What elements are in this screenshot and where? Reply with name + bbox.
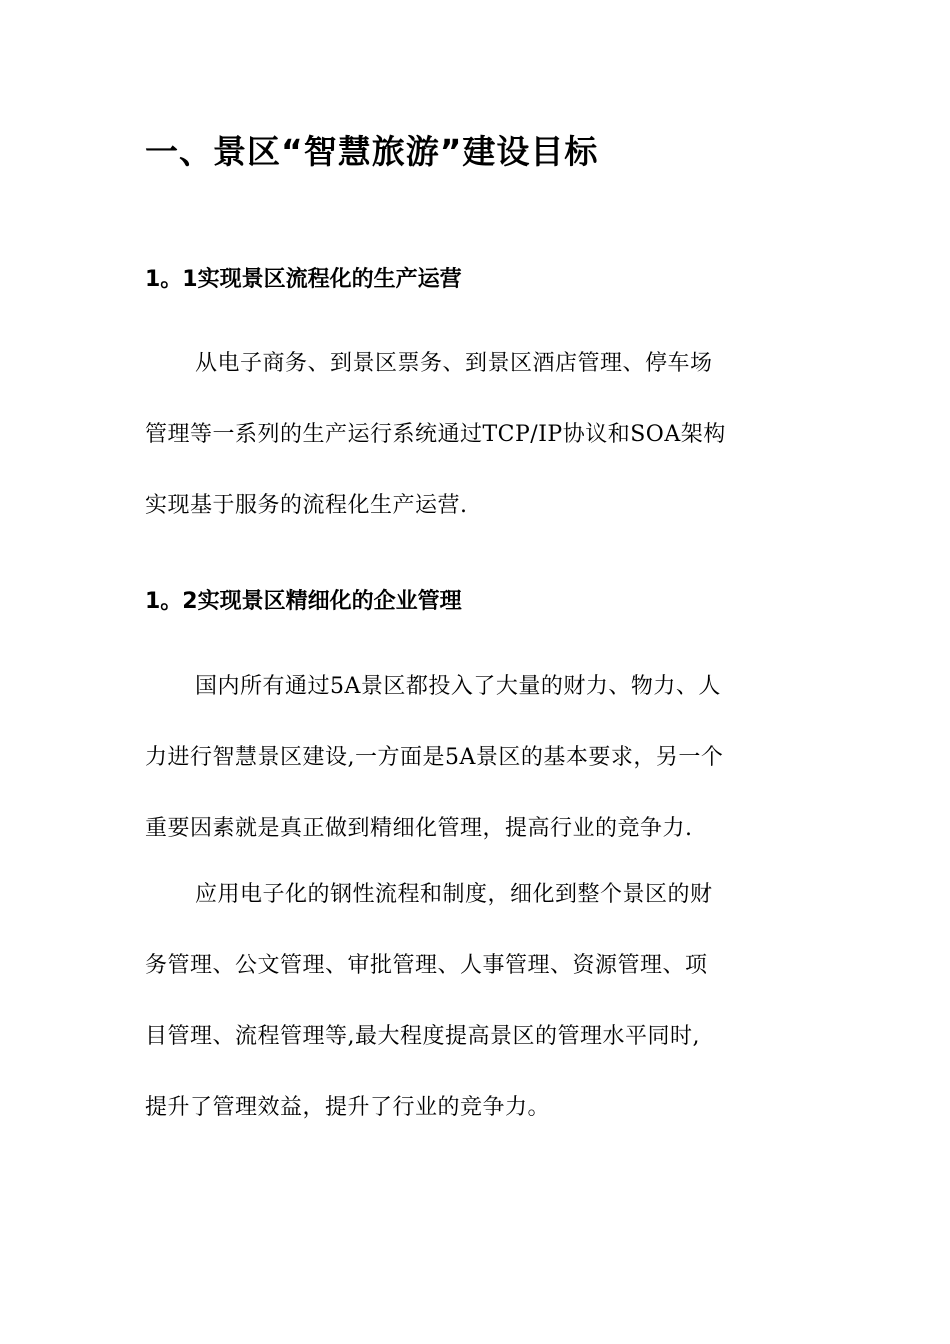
section-1-2-paragraph-2 [145, 859, 810, 1143]
paragraph-line: 国内所有通过5A景区都投入了大量的财力、物力、人 [195, 674, 721, 699]
paragraph-line: 应用电子化的钢性流程和制度，细化到整个景区的财 [195, 882, 713, 907]
section-heading-1-1: 1。1实现景区流程化的生产运营 [145, 267, 462, 292]
section-1-2-paragraph-1 [145, 651, 810, 864]
paragraph-line: 重要因素就是真正做到精细化管理，提高行业的竞争力. [145, 816, 693, 841]
document-title: 一、景区“智慧旅游”建设目标 [145, 132, 599, 171]
paragraph-line: 管理等一系列的生产运行系统通过TCP/IP协议和SOA架构 [145, 422, 726, 447]
paragraph-line: 力进行智慧景区建设,一方面是5A景区的基本要求，另一个 [145, 745, 724, 770]
paragraph-line: 提升了管理效益，提升了行业的竞争力。 [145, 1095, 551, 1120]
section-1-1-paragraph [145, 328, 810, 541]
paragraph-line: 从电子商务、到景区票务、到景区酒店管理、停车场 [195, 351, 713, 376]
paragraph-line: 目管理、流程管理等,最大程度提高景区的管理水平同时, [145, 1024, 700, 1049]
paragraph-line: 实现基于服务的流程化生产运营. [145, 493, 468, 518]
paragraph-line: 务管理、公文管理、审批管理、人事管理、资源管理、项 [145, 953, 708, 978]
section-heading-1-2: 1。2实现景区精细化的企业管理 [145, 589, 462, 614]
